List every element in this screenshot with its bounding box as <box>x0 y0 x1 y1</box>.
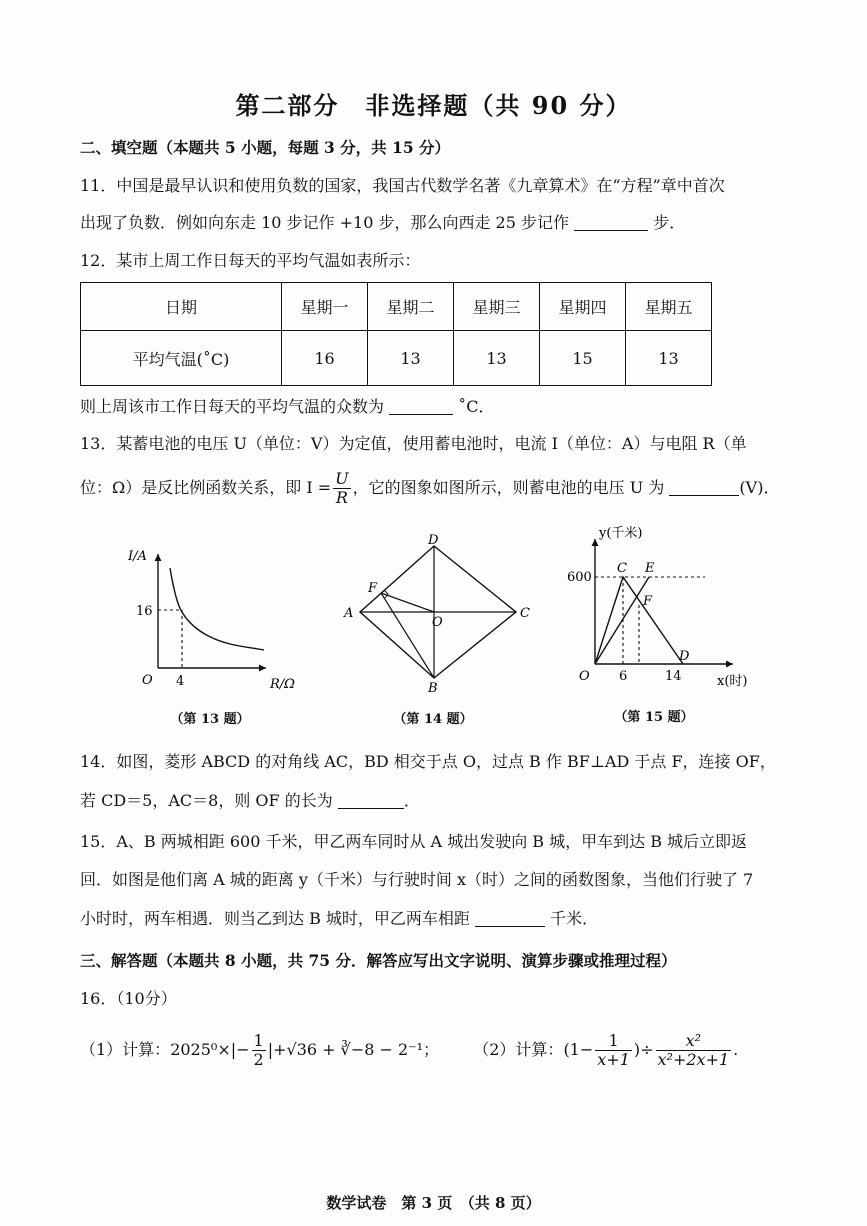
x-axis-arrow <box>726 661 733 668</box>
q16-part1-expr-b: |+√36 + ∛−8 − 2⁻¹； <box>267 1040 440 1059</box>
y-tick-label: 16 <box>136 604 153 619</box>
q16-part2-fraction-1-numerator: 1 <box>595 1032 632 1051</box>
x-tick-label: 4 <box>176 674 185 689</box>
point-label-f: F <box>643 594 653 609</box>
origin-label: O <box>142 673 153 688</box>
point-label-c: C <box>520 606 530 621</box>
table-cell-temp: 13 <box>454 331 540 386</box>
y-tick-label: 600 <box>567 570 592 585</box>
q12-unit: ˚C． <box>458 397 495 416</box>
point-label-b: B <box>428 681 438 692</box>
q14-line2 <box>80 790 420 812</box>
point-label-e: E <box>645 561 655 576</box>
table-cell-day: 星期四 <box>540 283 626 331</box>
y-axis-label: y(千米) <box>599 526 643 541</box>
q11-unit: 步． <box>653 213 686 232</box>
x-axis-arrow <box>259 665 266 672</box>
q15-line1: 15．A、B 两城相距 600 千米，甲乙两车同时从 A 城出发驶向 B 城，甲车到达 B 城后立即返 <box>80 832 748 851</box>
q13-fraction <box>333 470 350 507</box>
point-label-f: F <box>368 581 378 596</box>
q16-part2-fraction-2-denominator: x²+2x+1 <box>657 1050 730 1069</box>
q16-part2-fraction-1-denominator: x+1 <box>597 1050 630 1069</box>
q15-answer-blank[interactable] <box>475 910 545 927</box>
q15-line2: 回．如图是他们离 A 城的距离 y（千米）与行驶时间 x（时）之间的函数图象，当他们行驶了 7 <box>80 870 754 889</box>
q13-line1: 13．某蓄电池的电压 U（单位：V）为定值，使用蓄电池时，电流 I（单位：A）与电阻 R（单 <box>80 434 747 453</box>
point-label-c: C <box>617 561 627 576</box>
figure-14-caption: （第 14 题） <box>393 712 473 727</box>
q13-fraction-numerator: U <box>335 469 349 488</box>
q13-line2 <box>80 470 779 507</box>
q13-text-b: ，它的图象如图所示，则蓄电池的电压 U 为 <box>352 478 665 497</box>
table-cell-day: 星期三 <box>454 283 540 331</box>
inverse-curve <box>170 568 264 650</box>
table-header-temp: 平均气温(˚C) <box>81 331 282 386</box>
q16-part1-fraction-denominator: 2 <box>253 1050 264 1069</box>
q16-part1-fraction-numerator: 1 <box>253 1031 264 1050</box>
q11-answer-blank[interactable] <box>574 214 648 231</box>
q16-part2-fraction-2 <box>656 1032 732 1069</box>
table-cell-temp: 15 <box>540 331 626 386</box>
section-2-heading: 二、填空题（本题共 5 小题，每题 3 分，共 15 分） <box>80 138 451 157</box>
q16-part2-fraction-2-numerator: x² <box>656 1032 732 1051</box>
y-axis-arrow <box>592 539 599 546</box>
table-cell-day: 星期五 <box>626 283 712 331</box>
q14-text: 若 CD＝5，AC＝8，则 OF 的长为 <box>80 791 333 810</box>
car-jia-path <box>595 577 683 664</box>
x-axis-label: x(时) <box>717 674 748 689</box>
q14-line1: 14．如图，菱形 ABCD 的对角线 AC，BD 相交于点 O，过点 B 作 BF⊥AD 于点 F，连接 OF， <box>80 752 776 771</box>
q15-unit: 千米． <box>550 909 599 928</box>
table-cell-day: 星期一 <box>282 283 368 331</box>
q11-text: 出现了负数．例如向东走 10 步记作 +10 步，那么向西走 25 步记作 <box>80 213 570 232</box>
x-axis-label: R/Ω <box>270 677 295 692</box>
figure-15-caption: （第 15 题） <box>614 710 694 725</box>
part-title: 第二部分 非选择题（共 90 分） <box>235 91 632 120</box>
page-footer: 数学试卷 第 3 页 （共 8 页） <box>326 1194 541 1212</box>
point-label-d: D <box>428 533 439 548</box>
table-header-date: 日期 <box>81 283 282 331</box>
q11-line2 <box>80 212 685 234</box>
table-row <box>81 331 712 386</box>
q16-part2-fraction-1 <box>595 1032 632 1069</box>
q13-unit: (V)． <box>739 478 780 497</box>
q16-part2-label: （2）计算： <box>473 1040 564 1059</box>
q16-parts <box>80 1032 738 1069</box>
table-row <box>81 283 712 331</box>
segment-of <box>381 593 434 612</box>
point-label-o: O <box>432 615 443 630</box>
q13-text-a: 位：Ω）是反比例函数关系，即 I = <box>80 478 332 497</box>
section-3-heading: 三、解答题（本题共 8 小题，共 75 分．解答应写出文字说明、演算步骤或推理过程） <box>80 951 677 970</box>
q11-line1: 11．中国是最早认识和使用负数的国家，我国古代数学名著《九章算术》在“方程”章中首次 <box>80 176 725 195</box>
q12-question <box>80 396 494 418</box>
figure-14-rhombus <box>338 532 538 692</box>
table-cell-temp: 13 <box>368 331 454 386</box>
q16-part2-expr-a: (1− <box>563 1040 594 1059</box>
q15-text: 小时时，两车相遇．则当乙到达 B 城时，甲乙两车相距 <box>80 909 470 928</box>
q16-part1-label: （1）计算： <box>80 1040 171 1059</box>
q16-part2-expr-b: )÷ <box>633 1040 654 1059</box>
q12-stem: 12．某市上周工作日每天的平均气温如表所示： <box>80 251 421 270</box>
temperature-table <box>80 282 712 386</box>
figure-13-graph <box>120 540 300 700</box>
point-label-a: A <box>344 606 354 621</box>
figure-15-graph <box>565 525 765 695</box>
table-cell-temp: 13 <box>626 331 712 386</box>
q16-part1-expr-a: 2025⁰×|− <box>170 1040 250 1059</box>
q12-answer-blank[interactable] <box>389 398 453 415</box>
figure-13-caption: （第 13 题） <box>170 712 250 727</box>
q14-answer-blank[interactable] <box>338 792 404 809</box>
q15-line3 <box>80 908 598 930</box>
y-axis-arrow <box>155 554 162 561</box>
q14-end: ． <box>403 791 420 810</box>
q16-part1-fraction <box>252 1032 266 1069</box>
q13-answer-blank[interactable] <box>669 479 739 496</box>
car-yi-path <box>595 577 649 664</box>
origin-label: O <box>579 669 590 684</box>
x-tick-label-6: 6 <box>619 669 628 684</box>
table-cell-day: 星期二 <box>368 283 454 331</box>
segment-bf <box>381 593 434 678</box>
q13-fraction-denominator: R <box>335 488 348 507</box>
x-tick-label-14: 14 <box>665 669 682 684</box>
q16-heading: 16．（10分） <box>80 989 177 1008</box>
y-axis-label: I/A <box>128 549 147 564</box>
point-label-d: D <box>679 649 690 664</box>
q12-text: 则上周该市工作日每天的平均气温的众数为 <box>80 397 385 416</box>
q16-part2-expr-c: . <box>733 1040 739 1059</box>
table-cell-temp: 16 <box>282 331 368 386</box>
